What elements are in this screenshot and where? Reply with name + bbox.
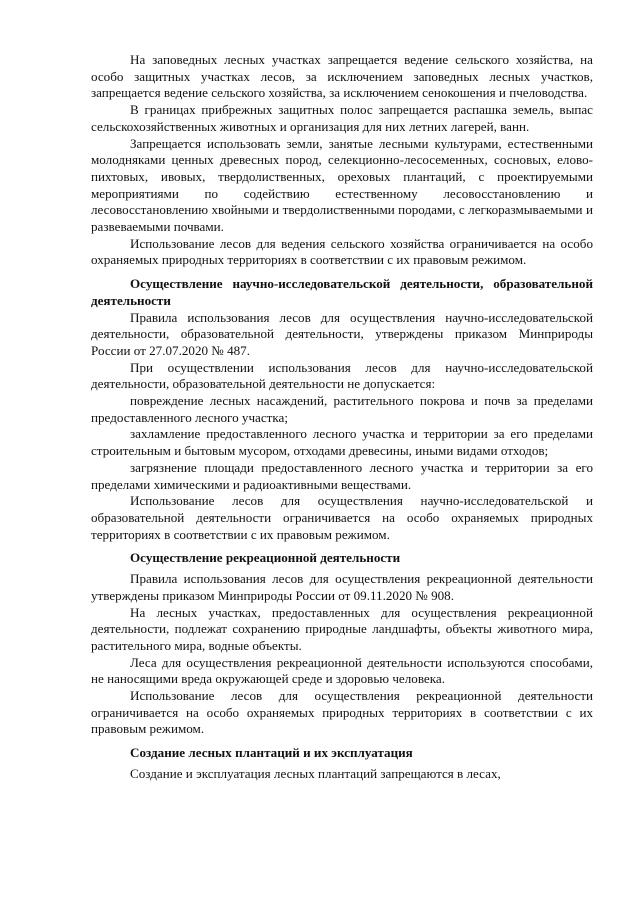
paragraph-plantations-start: Создание и эксплуатация лесных плантаций запрещаются в лесах, — [130, 765, 501, 781]
paragraph-agriculture-limits: Использование лесов для ведения сельского хозяйства ограничивается на особо охраняемых природных территориях в соответствии с их правовым режимом. — [91, 235, 593, 268]
paragraph-prohibited-lands: Запрещается использовать земли, занятые лесными культурами, естественными молодняками ценных древесных пород, селекционно-лесосеменных, сосновых, елово-пихтовых, ивовых, твердолиственных, ореховых плантаций, с проектируемыми мероприятиями по содействию естественному лесовосстановлению и лесовосстановлению хвойными и твердолиственными породами, с легкоразмываемыми и развеваемыми почвами. — [91, 135, 593, 235]
paragraph-recreation-limits: Использование лесов для осуществления рекреационной деятельности ограничивается на особо охраняемых природных территориях в соответствии с их правовым режимом. — [91, 688, 593, 737]
paragraph-recreation-preservation: На лесных участках, предоставленных для осуществления рекреационной деятельности, подлежат сохранению природные ландшафты, объекты животного мира, растительного мира, водные объекты. — [91, 604, 593, 653]
paragraph-recreation-methods: Леса для осуществления рекреационной деятельности используются способами, не наносящими вреда окружающей среде и здоровью человека. — [91, 654, 593, 687]
paragraph-research-rules: Правила использования лесов для осуществления научно-исследовательской деятельности, образовательной деятельности, утверждены приказом Минприроды России от 27.07.2020 № 487. — [91, 309, 593, 358]
document-body — [91, 52, 593, 783]
section-heading-plantations: Создание лесных плантаций и их эксплуатация — [130, 745, 413, 761]
paragraph-research-prohibitions: При осуществлении использования лесов для научно-исследовательской деятельности, образовательной деятельности не допускается: — [91, 359, 593, 392]
list-item-pollution: загрязнение площади предоставленного лесного участка и территории за его пределами химическими и радиоактивными веществами. — [91, 459, 593, 492]
paragraph-recreation-rules: Правила использования лесов для осуществления рекреационной деятельности утверждены приказом Минприроды России от 09.11.2020 № 908. — [91, 571, 593, 603]
paragraph-research-limits: Использование лесов для осуществления научно-исследовательской и образовательной деятельности ограничивается на особо охраняемых природных территориях в соответствии с их правовым режимом. — [91, 493, 593, 542]
section-heading-recreation: Осуществление рекреационной деятельности — [130, 550, 401, 566]
paragraph-agriculture-reserved: На заповедных лесных участках запрещается ведение сельского хозяйства, на особо защитных участках лесов, за исключением заповедных лесных участков, запрещается ведение сельского хозяйства, за исключением сенокошения и пчеловодства. — [91, 52, 593, 101]
section-heading-research: Осуществление научно-исследовательской деятельности, образовательной деятельности — [91, 276, 593, 308]
list-item-damage: повреждение лесных насаждений, растительного покрова и почв за пределами предоставленного лесного участка; — [91, 393, 593, 425]
paragraph-riparian-zones: В границах прибрежных защитных полос запрещается распашка земель, выпас сельскохозяйственных животных и организация для них летних лагерей, ванн. — [91, 102, 593, 134]
list-item-littering: захламление предоставленного лесного участка и территории за его пределами строительным и бытовым мусором, отходами древесины, иными видами отходов; — [91, 426, 593, 459]
